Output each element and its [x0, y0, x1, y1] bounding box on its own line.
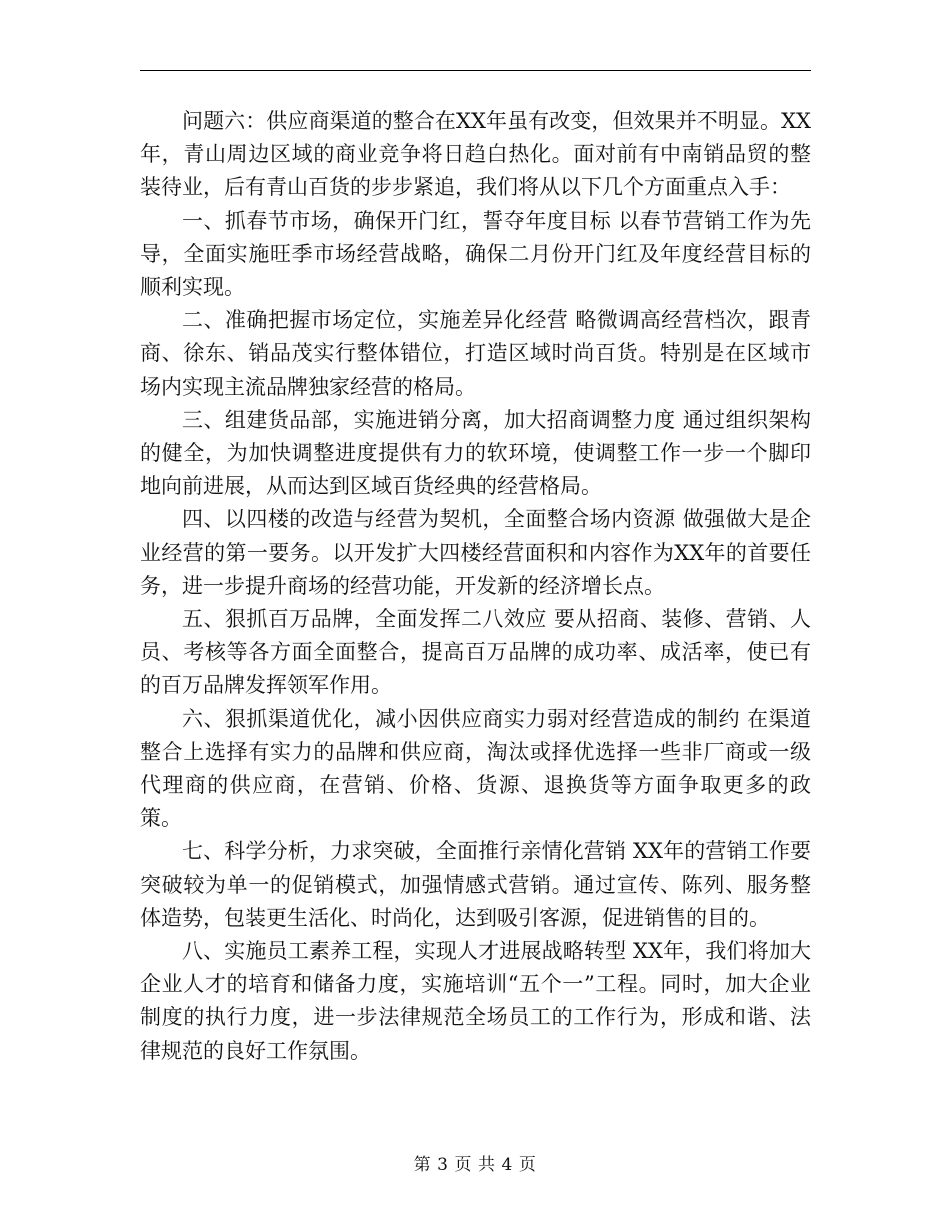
- footer-total-label: 页: [518, 1155, 537, 1175]
- paragraph-item-4: 四、以四楼的改造与经营为契机，全面整合场内资源 做强做大是企业经营的第一要务。以开发扩大四楼经营面积和内容作为XX年的首要任务，进一步提升商场的经营功能，开发新的经济增长点。: [140, 507, 811, 598]
- paragraph-item-7: 七、科学分析，力求突破，全面推行亲情化营销 XX年的营销工作要突破较为单一的促销模式，加强情感式营销。通过宣传、陈列、服务整体造势，包装更生活化、时尚化，达到吸引客源，促进销售的目的。: [140, 839, 811, 930]
- paragraph-item-2: 二、准确把握市场定位，实施差异化经营 略微调高经营档次，跟青商、徐东、销品茂实行整体错位，打造区域时尚百货。特别是在区域市场内实现主流品牌独家经营的格局。: [140, 308, 811, 399]
- header-rule: [140, 70, 811, 71]
- page-footer: [0, 1150, 950, 1175]
- paragraph-item-5: 五、狠抓百万品牌，全面发挥二八效应 要从招商、装修、营销、人员、考核等各方面全面整合，提高百万品牌的成功率、成活率，使已有的百万品牌发挥领军作用。: [140, 607, 811, 698]
- footer-total-pages: 4: [501, 1155, 513, 1175]
- footer-prefix: 第: [413, 1155, 432, 1175]
- paragraph-item-1: 一、抓春节市场，确保开门红，誓夺年度目标 以春节营销工作为先导，全面实施旺季市场经营战略，确保二月份开门红及年度经营目标的顺利实现。: [140, 208, 811, 300]
- document-body: [140, 105, 811, 1068]
- paragraph-item-8: 八、实施员工素养工程，实现人才进展战略转型 XX年，我们将加大企业人才的培育和储备力度，实施培训“五个一”工程。同时，加大企业制度的执行力度，进一步法律规范全场员工的工作行为，形成和谐、法律规范的良好工作氛围。: [140, 939, 811, 1063]
- paragraph-item-6: 六、狠抓渠道优化，减小因供应商实力弱对经营造成的制约 在渠道整合上选择有实力的品牌和供应商，淘汰或择优选择一些非厂商或一级代理商的供应商，在营销、价格、货源、退换货等方面争取更多的政策。: [140, 706, 811, 831]
- footer-page-number: 3: [437, 1155, 449, 1175]
- paragraph-intro: 问题六：供应商渠道的整合在XX年虽有改变，但效果并不明显。XX年，青山周边区域的商业竞争将日趋白热化。面对前有中南销品贸的整装待业，后有青山百货的步步紧追，我们将从以下几个方面重点入手：: [140, 109, 811, 200]
- footer-total-prefix: 共: [478, 1155, 496, 1175]
- paragraph-item-3: 三、组建货品部，实施进销分离，加大招商调整力度 通过组织架构的健全，为加快调整进度提供有力的软环境，使调整工作一步一个脚印地向前进展，从而达到区域百货经典的经营格局。: [140, 407, 811, 499]
- footer-page-label: 页: [454, 1155, 472, 1175]
